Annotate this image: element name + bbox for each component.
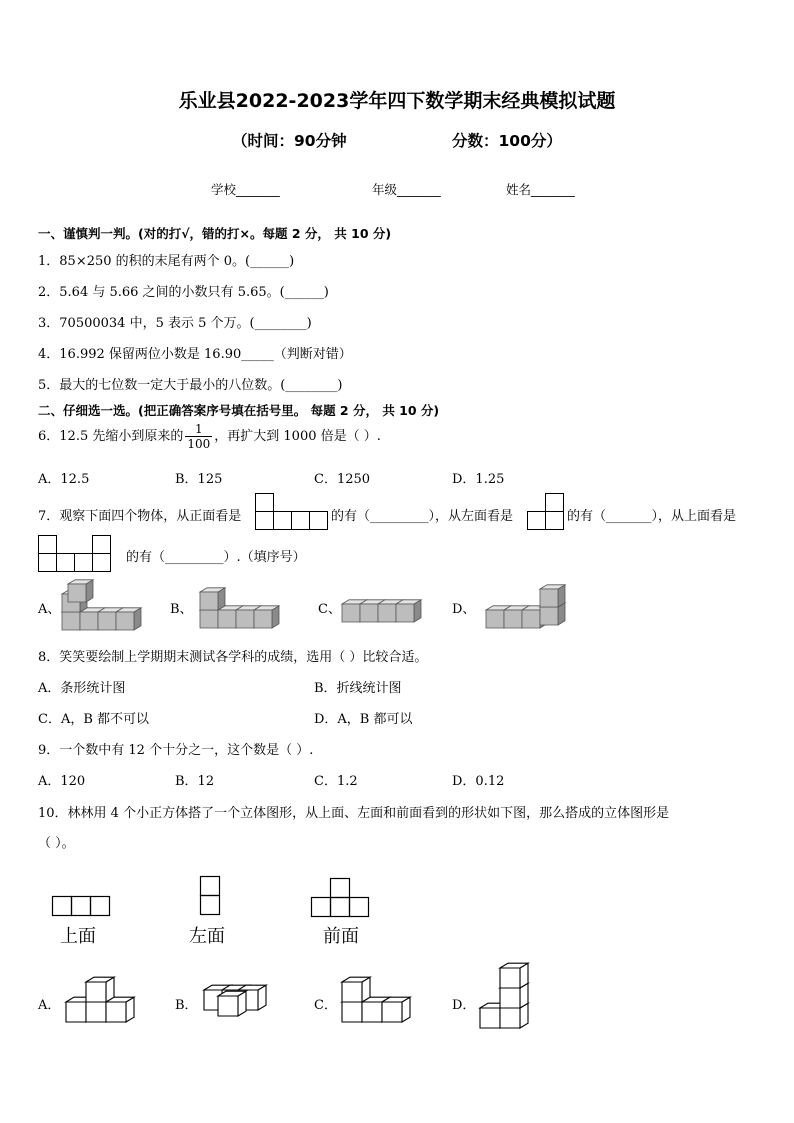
q10-option-c: C．: [314, 998, 337, 1013]
q10-label-top: 上面: [60, 926, 96, 947]
q6-option-d: D．1.25: [452, 472, 505, 487]
q7-option-c: C、: [318, 602, 341, 617]
school-field: 学校_______: [211, 182, 280, 197]
cube: [500, 963, 528, 988]
question-7-part4: 的有（_________）.（填序号）: [126, 550, 306, 565]
question-6-text: 6．12.5 先缩小到原来的: [38, 429, 184, 444]
q10-option-b: B．: [175, 998, 198, 1013]
question-3: 3．70500034 中，5 表示 5 个万。(________): [38, 316, 312, 331]
q9-option-a: A．120: [38, 774, 86, 789]
q9-option-d: D．0.12: [452, 774, 505, 789]
section-1-heading: 一、谨慎判一判。(对的打√，错的打×。每题 2 分， 共 10 分): [38, 226, 392, 241]
cube: [218, 991, 246, 1016]
cube: [382, 997, 410, 1022]
question-1: 1．85×250 的积的末尾有两个 0。(______): [38, 254, 295, 269]
q6-option-a: A．12.5: [38, 472, 90, 487]
question-5: 5．最大的七位数一定大于最小的八位数。(________): [38, 378, 343, 393]
q8-option-a: A．条形统计图: [38, 681, 126, 696]
cube: [342, 977, 370, 1002]
q10-label-front: 前面: [323, 926, 359, 947]
q6-option-b: B．125: [175, 472, 223, 487]
q9-option-c: C．1.2: [314, 774, 358, 789]
q9-option-b: B．12: [175, 774, 215, 789]
question-8: 8．笑笑要绘制上学期期末测试各学科的成绩，选用（ ）比较合适。: [38, 650, 428, 665]
fraction-denominator: 100: [187, 437, 211, 451]
question-2: 2．5.64 与 5.66 之间的小数只有 5.65。(______): [38, 285, 329, 300]
question-7-part1: 7．观察下面四个物体，从正面看是: [38, 509, 242, 524]
q6-option-c: C．1250: [314, 472, 371, 487]
question-10-line2: （ ）。: [38, 836, 75, 851]
q7-option-a: A、: [38, 602, 61, 617]
q8-option-d: D．A，B 都可以: [314, 712, 413, 727]
q8-option-b: B．折线统计图: [314, 681, 402, 696]
q7-option-d: D、: [452, 602, 476, 617]
cube: [86, 977, 114, 1002]
q8-option-c: C．A，B 都不可以: [38, 712, 150, 727]
question-6-text-end: ，再扩大到 1000 倍是（ ）.: [214, 429, 381, 444]
section-2-heading: 二、仔细选一选。(把正确答案序号填在括号里。 每题 2 分， 共 10 分): [38, 403, 440, 418]
question-7-part3: 的有（_______），从上面看是: [567, 509, 737, 524]
name-field: 姓名_______: [506, 182, 575, 197]
score-label: 分数：100分）: [452, 132, 562, 150]
cube: [106, 997, 134, 1022]
fraction-numerator: 1: [185, 422, 212, 437]
question-10-line1: 10．林林用 4 个小正方体搭了一个立体图形，从上面、左面和前面看到的形状如下图，那么搭成的立体图形是: [38, 806, 670, 821]
question-4: 4．16.992 保留两位小数是 16.90_____（判断对错）: [38, 347, 352, 362]
q10-label-left: 左面: [189, 926, 225, 947]
question-9: 9．一个数中有 12 个十分之一，这个数是（ ）.: [38, 743, 314, 758]
page-title: 乐业县2022-2023学年四下数学期末经典模拟试题: [178, 90, 616, 112]
time-label: （时间：90分钟: [232, 132, 347, 150]
grade-field: 年级_______: [372, 182, 441, 197]
q7-option-b: B、: [170, 602, 193, 617]
q10-option-d: D．: [452, 998, 476, 1013]
q10-option-a: A．: [38, 998, 61, 1013]
question-7-part2: 的有（_________），从左面看是: [331, 509, 514, 524]
